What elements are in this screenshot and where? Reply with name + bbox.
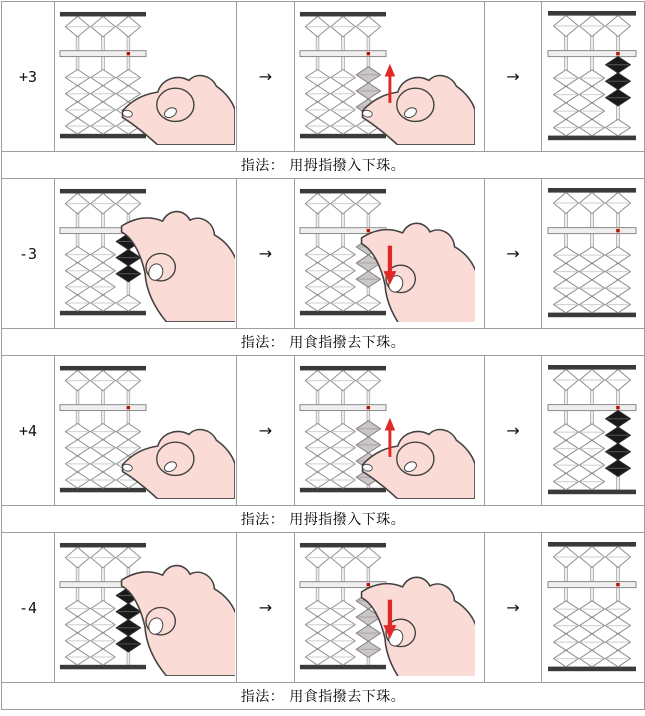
earth-bead bbox=[305, 424, 329, 440]
abacus-step-illustration bbox=[297, 185, 475, 322]
heaven-bead bbox=[116, 370, 140, 391]
step-row-plus3 bbox=[2, 2, 645, 152]
active-bead bbox=[606, 460, 631, 477]
heaven-bead bbox=[606, 546, 631, 567]
earth-bead bbox=[580, 86, 605, 103]
earth-bead bbox=[554, 102, 579, 119]
heaven-bead bbox=[91, 16, 115, 37]
active-bead bbox=[116, 636, 140, 652]
earth-bead bbox=[65, 617, 89, 633]
earth-bead bbox=[606, 246, 631, 263]
reckoning-beam bbox=[548, 227, 636, 233]
earth-bead bbox=[91, 102, 115, 118]
earth-bead bbox=[65, 279, 89, 295]
moving-bead bbox=[356, 271, 380, 287]
earth-bead bbox=[305, 70, 329, 86]
finger-technique-caption: 指法： 用食指撥去下珠。 bbox=[2, 329, 645, 356]
abacus-step-illustration bbox=[297, 362, 475, 499]
heaven-bead bbox=[116, 547, 140, 568]
abacus-top-bar bbox=[60, 189, 146, 193]
active-bead bbox=[606, 427, 631, 444]
operation-label: -3 bbox=[2, 179, 55, 329]
earth-bead bbox=[606, 279, 631, 296]
earth-bead bbox=[554, 296, 579, 313]
heaven-bead bbox=[580, 369, 605, 390]
unit-dot bbox=[367, 583, 370, 586]
earth-bead bbox=[554, 456, 579, 473]
earth-bead bbox=[305, 295, 329, 311]
earth-bead bbox=[554, 119, 579, 136]
earth-bead bbox=[580, 296, 605, 313]
moving-bead bbox=[356, 437, 380, 453]
heaven-bead bbox=[65, 193, 89, 214]
heaven-bead bbox=[91, 193, 115, 214]
earth-bead bbox=[65, 472, 89, 488]
earth-bead bbox=[580, 69, 605, 86]
heaven-bead bbox=[580, 192, 605, 213]
caption-row bbox=[2, 683, 645, 710]
heaven-bead bbox=[356, 16, 380, 37]
step-arrow-cell bbox=[237, 533, 295, 683]
earth-bead bbox=[331, 263, 355, 279]
abacus-panel-start bbox=[55, 179, 237, 329]
abacus-panel-start bbox=[55, 2, 237, 152]
heaven-bead bbox=[331, 370, 355, 391]
active-bead bbox=[606, 73, 631, 90]
abacus-top-bar bbox=[300, 189, 386, 193]
reckoning-beam bbox=[60, 405, 146, 411]
abacus-step-illustration bbox=[57, 362, 235, 499]
operation-label: +3 bbox=[2, 2, 55, 152]
earth-bead bbox=[606, 119, 631, 136]
earth-bead bbox=[554, 473, 579, 490]
earth-bead bbox=[554, 279, 579, 296]
abacus-top-bar bbox=[548, 542, 636, 547]
earth-bead bbox=[554, 263, 579, 280]
earth-bead bbox=[65, 440, 89, 456]
heaven-bead bbox=[331, 16, 355, 37]
right-arrow-icon: → bbox=[506, 421, 520, 440]
earth-bead bbox=[580, 617, 605, 634]
abacus-panel-result bbox=[542, 2, 645, 152]
active-bead bbox=[606, 443, 631, 460]
abacus-top-bar bbox=[300, 366, 386, 370]
caption-row bbox=[2, 152, 645, 179]
heaven-bead bbox=[305, 193, 329, 214]
earth-bead bbox=[116, 424, 140, 440]
index-finger-hand-icon bbox=[362, 577, 475, 676]
earth-bead bbox=[580, 633, 605, 650]
earth-bead bbox=[305, 102, 329, 118]
index-finger-hand-icon bbox=[122, 566, 235, 676]
abacus-panel-result bbox=[542, 356, 645, 506]
active-bead bbox=[606, 410, 631, 427]
step-arrow-cell bbox=[485, 179, 542, 329]
moving-bead bbox=[356, 67, 380, 83]
abacus-top-bar bbox=[548, 365, 636, 370]
earth-bead bbox=[606, 617, 631, 634]
step-arrow-cell bbox=[485, 533, 542, 683]
earth-bead bbox=[91, 70, 115, 86]
earth-bead bbox=[331, 102, 355, 118]
earth-bead bbox=[580, 119, 605, 136]
heaven-bead bbox=[554, 15, 579, 36]
heaven-bead bbox=[356, 370, 380, 391]
earth-bead bbox=[116, 295, 140, 311]
earth-bead bbox=[554, 440, 579, 457]
abacus-panel-action bbox=[295, 2, 485, 152]
right-arrow-icon: → bbox=[258, 598, 273, 617]
index-finger-hand-icon bbox=[362, 223, 475, 322]
reckoning-beam bbox=[548, 581, 636, 587]
earth-bead bbox=[331, 617, 355, 633]
abacus-panel-start bbox=[55, 533, 237, 683]
active-bead bbox=[606, 89, 631, 106]
step-arrow-cell bbox=[237, 179, 295, 329]
abacus-step-illustration bbox=[297, 8, 475, 145]
unit-dot bbox=[616, 582, 620, 586]
unit-dot bbox=[616, 51, 620, 55]
earth-bead bbox=[554, 86, 579, 103]
caption-row bbox=[2, 506, 645, 533]
reckoning-beam bbox=[548, 50, 636, 56]
earth-bead bbox=[305, 633, 329, 649]
finger-technique-caption: 指法： 用拇指撥入下珠。 bbox=[2, 506, 645, 533]
earth-bead bbox=[331, 633, 355, 649]
earth-bead bbox=[305, 472, 329, 488]
heaven-bead bbox=[606, 192, 631, 213]
moving-bead bbox=[356, 83, 380, 99]
earth-bead bbox=[580, 440, 605, 457]
heaven-bead bbox=[606, 15, 631, 36]
earth-bead bbox=[580, 246, 605, 263]
earth-bead bbox=[305, 86, 329, 102]
earth-bead bbox=[305, 247, 329, 263]
moving-bead bbox=[356, 421, 380, 437]
operation-label: -4 bbox=[2, 533, 55, 683]
operation-label: +4 bbox=[2, 356, 55, 506]
abacus-top-bar bbox=[548, 188, 636, 193]
active-bead bbox=[116, 266, 140, 282]
earth-bead bbox=[91, 247, 115, 263]
heaven-bead bbox=[554, 369, 579, 390]
earth-bead bbox=[65, 649, 89, 665]
abacus-top-bar bbox=[60, 366, 146, 370]
finger-technique-caption: 指法： 用食指撥去下珠。 bbox=[2, 683, 645, 710]
heaven-bead bbox=[305, 370, 329, 391]
abacus-top-bar bbox=[60, 12, 146, 16]
earth-bead bbox=[91, 649, 115, 665]
earth-bead bbox=[305, 440, 329, 456]
earth-bead bbox=[331, 424, 355, 440]
earth-bead bbox=[305, 601, 329, 617]
abacus-top-bar bbox=[300, 543, 386, 547]
earth-bead bbox=[554, 633, 579, 650]
abacus-step-illustration bbox=[545, 361, 641, 501]
earth-bead bbox=[65, 118, 89, 134]
reckoning-beam bbox=[60, 51, 146, 57]
earth-bead bbox=[331, 279, 355, 295]
abacus-instruction-table bbox=[1, 1, 645, 710]
moving-bead bbox=[356, 625, 380, 641]
earth-bead bbox=[91, 279, 115, 295]
step-row-plus4 bbox=[2, 356, 645, 506]
moving-bead bbox=[356, 641, 380, 657]
earth-bead bbox=[554, 600, 579, 617]
heaven-bead bbox=[116, 16, 140, 37]
heaven-bead bbox=[65, 16, 89, 37]
abacus-step-illustration bbox=[545, 184, 641, 324]
earth-bead bbox=[65, 86, 89, 102]
earth-bead bbox=[65, 263, 89, 279]
earth-bead bbox=[580, 263, 605, 280]
step-arrow-cell bbox=[485, 356, 542, 506]
earth-bead bbox=[65, 601, 89, 617]
heaven-bead bbox=[91, 547, 115, 568]
earth-bead bbox=[580, 423, 605, 440]
earth-bead bbox=[116, 70, 140, 86]
earth-bead bbox=[331, 472, 355, 488]
abacus-panel-action bbox=[295, 356, 485, 506]
unit-dot bbox=[367, 406, 370, 409]
earth-bead bbox=[305, 456, 329, 472]
active-bead bbox=[116, 604, 140, 620]
earth-bead bbox=[305, 279, 329, 295]
earth-bead bbox=[91, 440, 115, 456]
reckoning-beam bbox=[300, 405, 386, 411]
abacus-step-illustration bbox=[57, 8, 235, 145]
earth-bead bbox=[91, 456, 115, 472]
earth-bead bbox=[91, 617, 115, 633]
earth-bead bbox=[331, 86, 355, 102]
earth-bead bbox=[331, 601, 355, 617]
step-row-minus4 bbox=[2, 533, 645, 683]
heaven-bead bbox=[554, 192, 579, 213]
abacus-step-illustration bbox=[57, 539, 235, 676]
heaven-bead bbox=[606, 369, 631, 390]
earth-bead bbox=[606, 263, 631, 280]
earth-bead bbox=[65, 456, 89, 472]
abacus-panel-start bbox=[55, 356, 237, 506]
abacus-panel-action bbox=[295, 179, 485, 329]
step-arrow-cell bbox=[237, 356, 295, 506]
earth-bead bbox=[91, 424, 115, 440]
step-arrow-cell bbox=[485, 2, 542, 152]
heaven-bead bbox=[356, 193, 380, 214]
earth-bead bbox=[65, 247, 89, 263]
earth-bead bbox=[91, 86, 115, 102]
earth-bead bbox=[91, 601, 115, 617]
earth-bead bbox=[305, 649, 329, 665]
earth-bead bbox=[580, 650, 605, 667]
abacus-top-bar bbox=[300, 12, 386, 16]
abacus-step-illustration bbox=[545, 538, 641, 678]
reckoning-beam bbox=[300, 51, 386, 57]
caption-row bbox=[2, 329, 645, 356]
earth-bead bbox=[580, 600, 605, 617]
unit-dot bbox=[616, 405, 620, 409]
right-arrow-icon: → bbox=[506, 244, 520, 263]
earth-bead bbox=[305, 118, 329, 134]
active-bead bbox=[116, 620, 140, 636]
abacus-panel-result bbox=[542, 179, 645, 329]
earth-bead bbox=[91, 295, 115, 311]
active-bead bbox=[116, 250, 140, 266]
heaven-bead bbox=[554, 546, 579, 567]
heaven-bead bbox=[331, 547, 355, 568]
earth-bead bbox=[331, 295, 355, 311]
abacus-step-illustration bbox=[57, 185, 235, 322]
earth-bead bbox=[580, 456, 605, 473]
right-arrow-icon: → bbox=[258, 244, 273, 263]
earth-bead bbox=[65, 70, 89, 86]
earth-bead bbox=[91, 118, 115, 134]
active-bead bbox=[606, 56, 631, 73]
earth-bead bbox=[331, 70, 355, 86]
abacus-panel-action bbox=[295, 533, 485, 683]
earth-bead bbox=[356, 295, 380, 311]
earth-bead bbox=[305, 617, 329, 633]
earth-bead bbox=[331, 456, 355, 472]
heaven-bead bbox=[580, 15, 605, 36]
earth-bead bbox=[331, 247, 355, 263]
earth-bead bbox=[606, 650, 631, 667]
right-arrow-icon: → bbox=[258, 421, 273, 440]
earth-bead bbox=[65, 424, 89, 440]
abacus-panel-result bbox=[542, 533, 645, 683]
earth-bead bbox=[65, 633, 89, 649]
earth-bead bbox=[580, 279, 605, 296]
earth-bead bbox=[331, 118, 355, 134]
abacus-top-bar bbox=[60, 543, 146, 547]
earth-bead bbox=[554, 69, 579, 86]
earth-bead bbox=[331, 649, 355, 665]
earth-bead bbox=[606, 600, 631, 617]
earth-bead bbox=[554, 423, 579, 440]
earth-bead bbox=[91, 633, 115, 649]
finger-technique-caption: 指法： 用拇指撥入下珠。 bbox=[2, 152, 645, 179]
heaven-bead bbox=[305, 16, 329, 37]
heaven-bead bbox=[116, 193, 140, 214]
heaven-bead bbox=[305, 547, 329, 568]
heaven-bead bbox=[65, 370, 89, 391]
unit-dot bbox=[616, 228, 620, 232]
earth-bead bbox=[580, 473, 605, 490]
earth-bead bbox=[606, 296, 631, 313]
right-arrow-icon: → bbox=[258, 67, 273, 86]
abacus-top-bar bbox=[548, 11, 636, 16]
reckoning-beam bbox=[548, 404, 636, 410]
abacus-step-illustration bbox=[297, 539, 475, 676]
heaven-bead bbox=[580, 546, 605, 567]
heaven-bead bbox=[331, 193, 355, 214]
right-arrow-icon: → bbox=[506, 598, 520, 617]
unit-dot bbox=[367, 229, 370, 232]
unit-dot bbox=[127, 52, 130, 55]
heaven-bead bbox=[65, 547, 89, 568]
earth-bead bbox=[554, 650, 579, 667]
earth-bead bbox=[91, 472, 115, 488]
index-finger-hand-icon bbox=[122, 212, 235, 322]
earth-bead bbox=[65, 295, 89, 311]
step-row-minus3 bbox=[2, 179, 645, 329]
earth-bead bbox=[606, 633, 631, 650]
step-arrow-cell bbox=[237, 2, 295, 152]
earth-bead bbox=[65, 102, 89, 118]
heaven-bead bbox=[91, 370, 115, 391]
unit-dot bbox=[127, 406, 130, 409]
earth-bead bbox=[91, 263, 115, 279]
earth-bead bbox=[305, 263, 329, 279]
right-arrow-icon: → bbox=[506, 67, 520, 86]
heaven-bead bbox=[356, 547, 380, 568]
earth-bead bbox=[331, 440, 355, 456]
unit-dot bbox=[367, 52, 370, 55]
earth-bead bbox=[554, 617, 579, 634]
earth-bead bbox=[554, 246, 579, 263]
earth-bead bbox=[580, 102, 605, 119]
abacus-step-illustration bbox=[545, 7, 641, 147]
